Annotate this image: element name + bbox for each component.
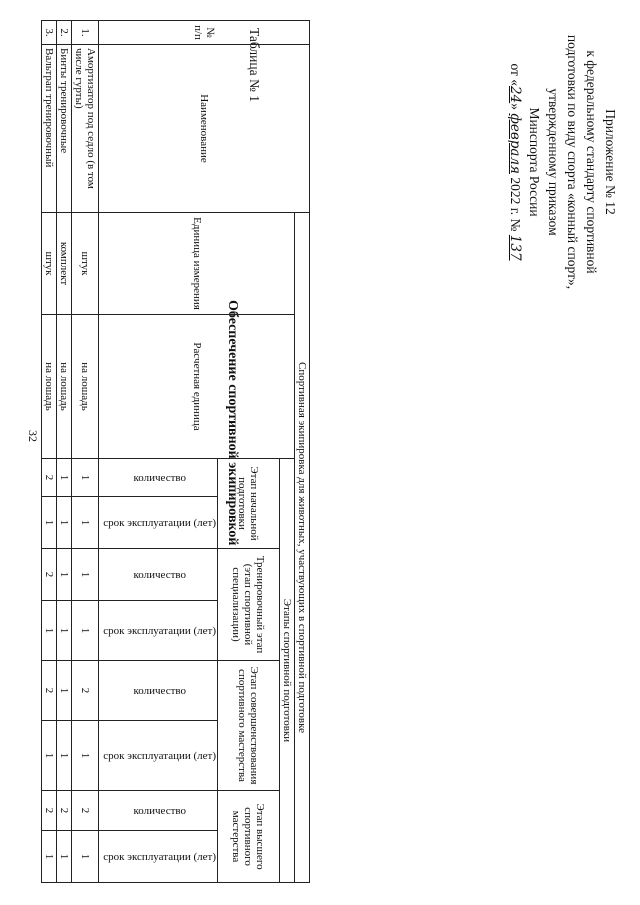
stage-header: Этап начальной подготовки — [218, 459, 280, 549]
date-mid: » — [508, 103, 523, 114]
table-caption: Спортивная экипировка для животных, участвующих в спортивной подготовке — [295, 213, 310, 883]
date-month: февраля — [507, 113, 523, 174]
row-num: 1. — [72, 21, 99, 45]
cell-value: 1 — [57, 831, 72, 883]
row-unit: штук — [72, 213, 99, 315]
qty-header: количество — [99, 459, 218, 497]
col-num-header: № п/п — [99, 21, 310, 45]
cell-value: 2 — [72, 661, 99, 721]
stage-header: Этап совершенствования спортивного мастерства — [218, 661, 280, 791]
appendix-line: Минспорта России — [527, 107, 542, 217]
cell-value: 2 — [42, 459, 57, 497]
cell-value: 1 — [72, 497, 99, 549]
table-row — [42, 21, 57, 883]
row-num: 3. — [42, 21, 57, 45]
cell-value: 1 — [57, 661, 72, 721]
date-prefix: от « — [508, 63, 523, 87]
cell-value: 1 — [57, 721, 72, 791]
stage-header: Этап высшего спортивного мастерства — [218, 791, 280, 883]
row-name: Амортизатор под седло (в том числе гурты) — [72, 45, 99, 213]
row-name: Вальтрап тренировочный — [42, 45, 57, 213]
col-name-header: Наименование — [99, 45, 310, 213]
term-header: срок эксплуатации (лет) — [99, 497, 218, 549]
appendix-line: к федеральному стандарту спортивной — [584, 50, 599, 274]
stages-header: Этапы спортивной подготовки — [280, 459, 295, 883]
cell-value: 1 — [57, 459, 72, 497]
equipment-table — [41, 20, 310, 883]
appendix-line: утвержденному приказом — [546, 88, 561, 236]
cell-value: 1 — [72, 549, 99, 601]
term-header: срок эксплуатации (лет) — [99, 721, 218, 791]
cell-value: 2 — [42, 791, 57, 831]
row-unit: комплект — [57, 213, 72, 315]
cell-value: 1 — [57, 549, 72, 601]
cell-value: 1 — [72, 601, 99, 661]
appendix-line: подготовки по виду спорта «конный спорт», — [565, 34, 580, 290]
cell-value: 1 — [42, 601, 57, 661]
term-header: срок эксплуатации (лет) — [99, 601, 218, 661]
row-calc: на лошадь — [42, 315, 57, 459]
row-calc: на лошадь — [57, 315, 72, 459]
qty-header: количество — [99, 791, 218, 831]
cell-value: 1 — [72, 721, 99, 791]
appendix-date — [505, 32, 525, 292]
row-calc: на лошадь — [72, 315, 99, 459]
stage-header: Тренировочный этап (этап спортивной специализации) — [218, 549, 280, 661]
cell-value: 1 — [42, 831, 57, 883]
cell-value: 1 — [72, 459, 99, 497]
cell-value: 2 — [72, 791, 99, 831]
cell-value: 2 — [42, 549, 57, 601]
date-year: 2022 г. № — [508, 174, 523, 235]
cell-value: 1 — [42, 497, 57, 549]
caption-row — [295, 21, 310, 883]
cell-value: 1 — [57, 601, 72, 661]
cell-value: 2 — [42, 661, 57, 721]
cell-value: 1 — [57, 497, 72, 549]
qty-header: количество — [99, 661, 218, 721]
col-unit-header: Единица измерения — [99, 213, 295, 315]
appendix-line: Приложение № 12 — [603, 109, 618, 215]
appendix-block — [505, 32, 620, 292]
cell-value: 1 — [72, 831, 99, 883]
qty-header: количество — [99, 549, 218, 601]
table-label: Таблица № 1 — [247, 28, 262, 102]
term-header: срок эксплуатации (лет) — [99, 831, 218, 883]
page-title: Обеспечение спортивной экипировкой — [225, 300, 240, 546]
col-calc-header: Расчетная единица — [99, 315, 295, 459]
table-row — [72, 21, 99, 883]
row-name: Бинты тренировочные — [57, 45, 72, 213]
cell-value: 2 — [57, 791, 72, 831]
table-row — [57, 21, 72, 883]
row-num: 2. — [57, 21, 72, 45]
cell-value: 1 — [42, 721, 57, 791]
page-number: 32 — [26, 430, 40, 442]
date-day: 24 — [507, 86, 523, 104]
row-unit: штук — [42, 213, 57, 315]
date-number: 137 — [507, 234, 523, 261]
